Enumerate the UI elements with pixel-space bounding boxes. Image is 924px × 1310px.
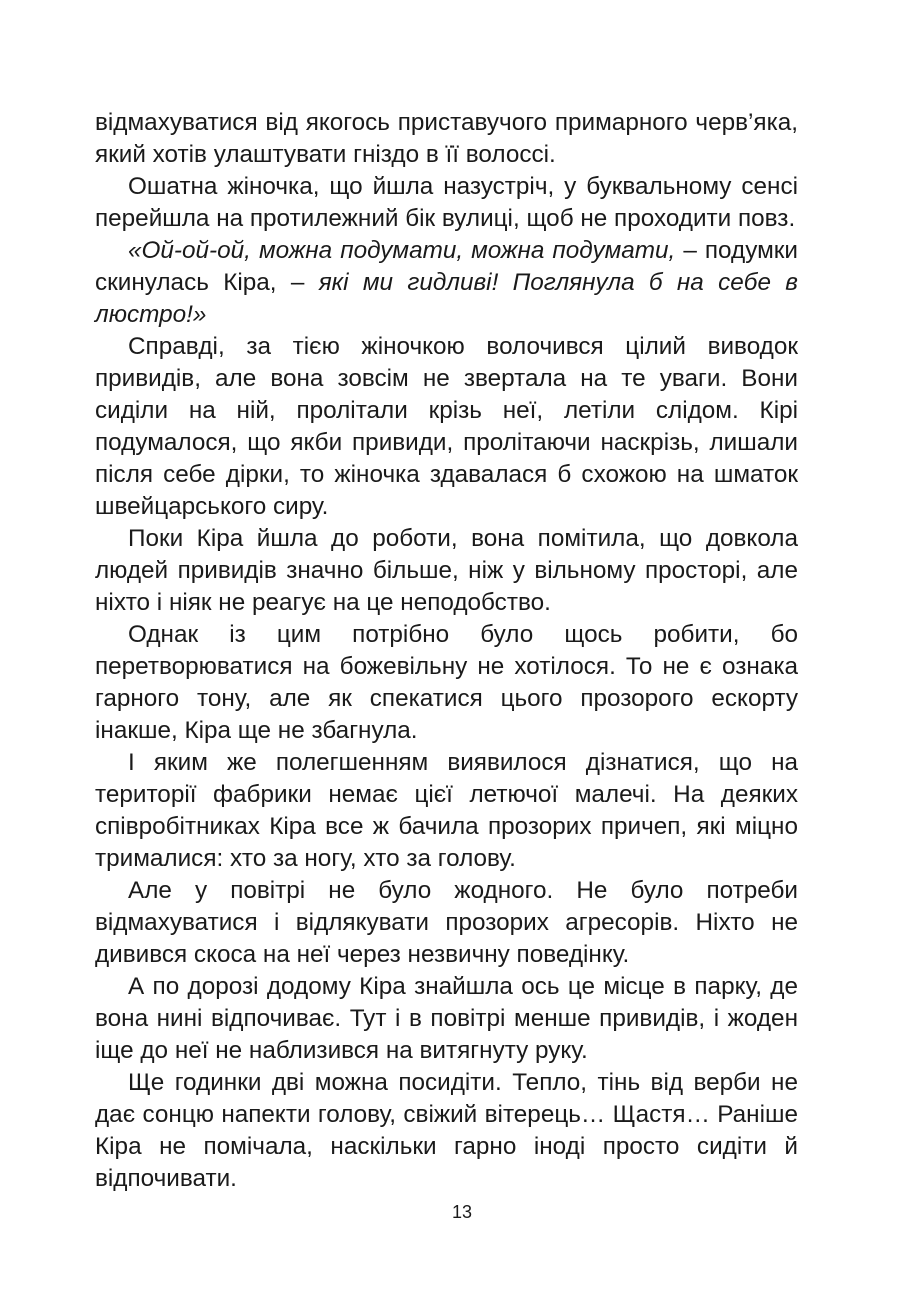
paragraph-7: І яким же полегшенням виявилося дізнатися, що на території фабрики немає цієї летючої малечі. На деяких співробітниках Кіра все ж бачила прозорих причеп, які міцно трималися: хто за ногу, хто за голову. (95, 749, 798, 872)
paragraph-4: Справді, за тією жіночкою волочився цілий виводок привидів, але вона зовсім не звертала на те уваги. Вони сиділи на ній, пролітали крізь неї, летіли слідом. Кірі подумалося, що якби привиди, пролітаючи наскрізь, лишали після себе дірки, то жіночка здавалася б схожою на шматок швейцарського сиру. (95, 333, 798, 520)
paragraph-2: Ошатна жіночка, що йшла назустріч, у буквальному сенсі перейшла на протилежний бік вулиці, щоб не проходити повз. (95, 173, 798, 232)
paragraph-9: А по дорозі додому Кіра знайшла ось це місце в парку, де вона нині відпочиває. Тут і в повітрі менше привидів, і жоден іще до неї не наблизився на витягнуту руку. (95, 973, 798, 1064)
thought-italic-2: які ми гидливі! Поглянула б на себе в люстро!» (95, 269, 798, 328)
thought-italic-1: «Ой-ой-ой, можна подумати, можна подумати, (128, 237, 676, 264)
body-text (95, 107, 798, 1195)
paragraph-3-thought (95, 235, 798, 331)
narration-text: – подумки скинулась Кіра, – (95, 237, 798, 296)
page-number: 13 (451, 1202, 473, 1222)
paragraph-6: Однак із цим потрібно було щось робити, бо перетворюватися на божевільну не хотілося. То не є ознака гарного тону, але як спекатися цього прозорого ескорту інакше, Кіра ще не збагнула. (95, 621, 798, 744)
paragraph-10: Ще годинки дві можна посидіти. Тепло, тінь від верби не дає сонцю напекти голову, свіжий вітерець… Щастя… Раніше Кіра не помічала, наскільки гарно іноді просто сидіти й відпочивати. (95, 1069, 798, 1192)
paragraph-1: відмахуватися від якогось приставучого примарного черв’яка, який хотів улаштувати гніздо в її волоссі. (95, 109, 798, 168)
paragraph-5: Поки Кіра йшла до роботи, вона помітила, що довкола людей привидів значно більше, ніж у вільному просторі, але ніхто і ніяк не реагує на це неподобство. (95, 525, 798, 616)
paragraph-8: Але у повітрі не було жодного. Не було потреби відмахуватися і відлякувати прозорих агресорів. Ніхто не дивився скоса на неї через незвичну поведінку. (95, 877, 798, 968)
